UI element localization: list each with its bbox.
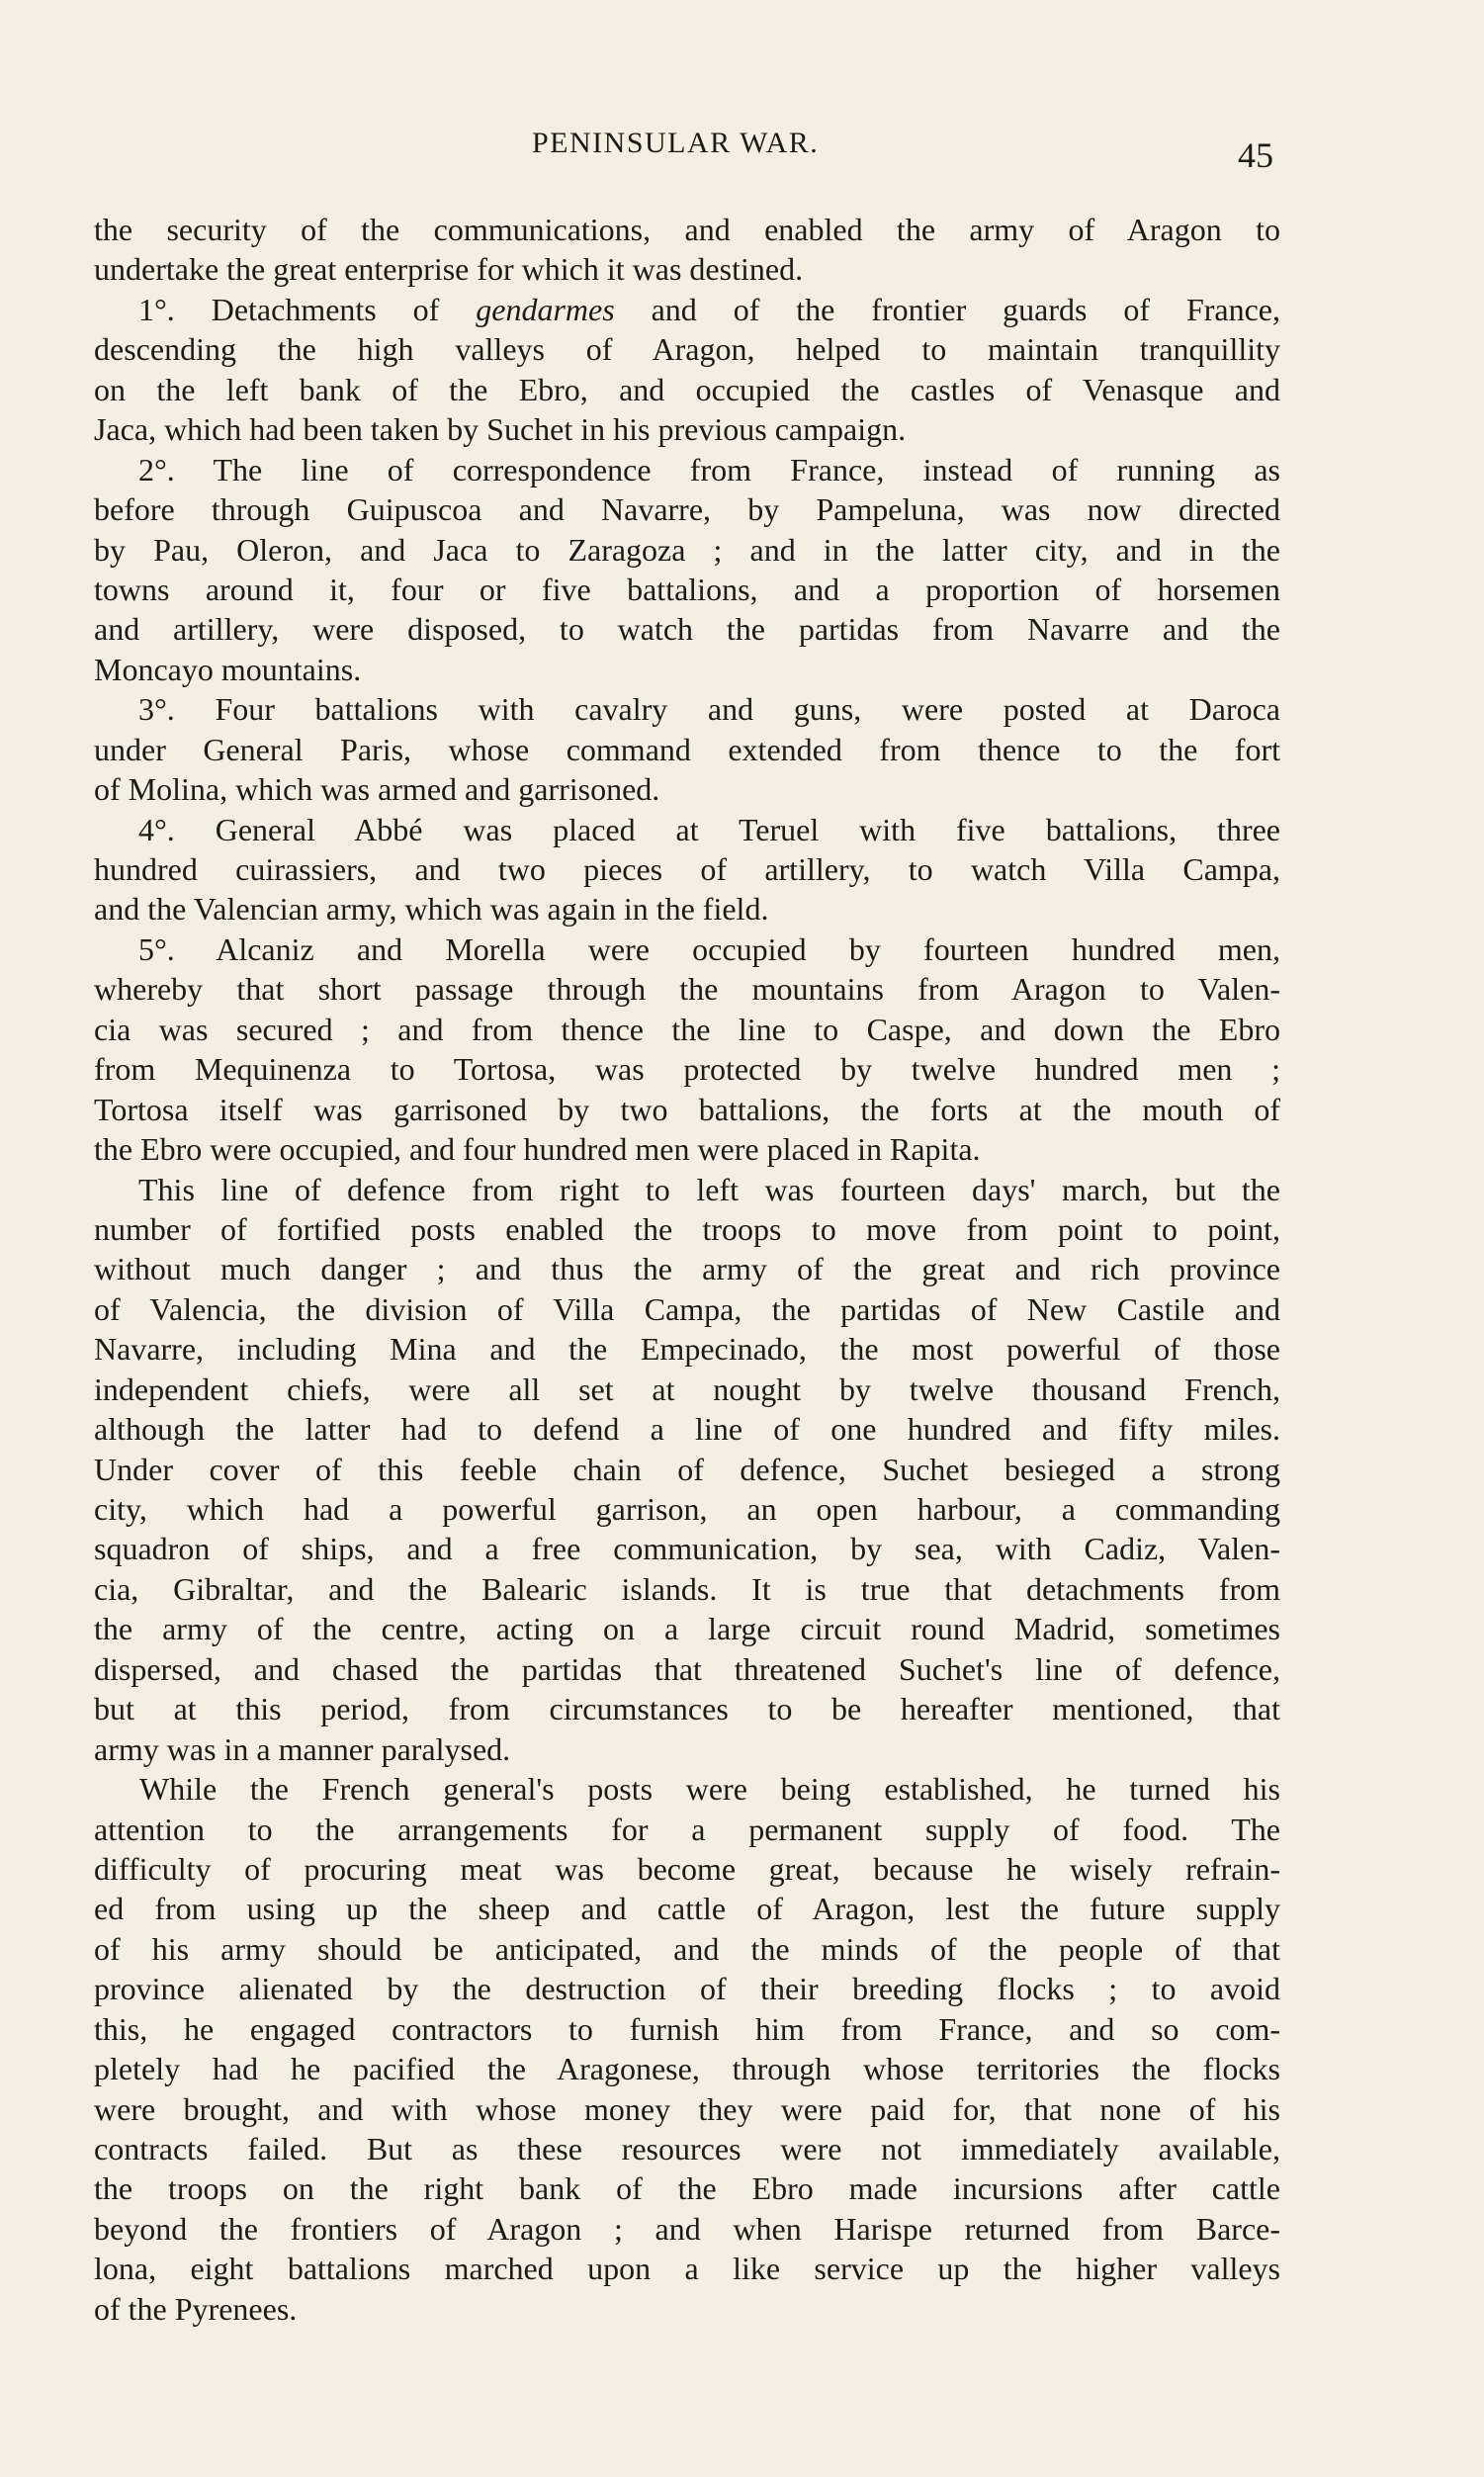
text-line: the Ebro were occupied, and four hundred men were placed in Rapita. bbox=[94, 1131, 981, 1168]
text-line: the security of the communications, and enabled the army of Aragon to bbox=[94, 212, 1280, 247]
text-line: of his army should be anticipated, and the minds of the people of that bbox=[94, 1930, 1280, 1967]
text-line: 3°. Four battalions with cavalry and guns, were posted at Daroca bbox=[138, 691, 1280, 728]
text-line: province alienated by the destruction of their breeding flocks ; to avoid bbox=[94, 1971, 1280, 2007]
text-line: on the left bank of the Ebro, and occupied the castles of Venasque and bbox=[94, 371, 1280, 407]
text-line: 4°. General Abbé was placed at Teruel with five battalions, three bbox=[138, 811, 1280, 847]
text-line: under General Paris, whose command extended from thence to the fort bbox=[94, 731, 1280, 767]
text-line: 5°. Alcaniz and Morella were occupied by fourteen hundred men, bbox=[138, 930, 1280, 967]
running-head: PENINSULAR WAR. bbox=[532, 127, 820, 159]
text-line: of Valencia, the division of Villa Campa, the partidas of New Castile and bbox=[94, 1290, 1280, 1327]
text-line: and artillery, were disposed, to watch the partidas from Navarre and the bbox=[94, 611, 1280, 648]
text-line: cia was secured ; and from thence the line to Caspe, and down the Ebro bbox=[94, 1011, 1280, 1047]
text-line: Jaca, which had been taken by Suchet in his previous campaign. bbox=[94, 411, 907, 448]
text-line: and the Valencian army, which was again in the field. bbox=[94, 891, 769, 928]
text-line: by Pau, Oleron, and Jaca to Zaragoza ; and in the latter city, and in the bbox=[94, 531, 1280, 568]
italic-term: gendarmes bbox=[476, 291, 615, 327]
text-line: squadron of ships, and a free communication, by sea, with Cadiz, Valen- bbox=[94, 1531, 1280, 1567]
page-number: 45 bbox=[1238, 135, 1273, 175]
text-line: from Mequinenza to Tortosa, was protected by twelve hundred men ; bbox=[94, 1051, 1280, 1088]
text-line: This line of defence from right to left was fourteen days' march, but the bbox=[138, 1171, 1280, 1207]
text-line: the troops on the right bank of the Ebro made incursions after cattle bbox=[94, 2170, 1280, 2207]
text-line: 1°. Detachments of gendarmes and of the frontier guards of France, bbox=[138, 291, 1280, 327]
text-line: number of fortified posts enabled the troops to move from point to point, bbox=[94, 1210, 1280, 1247]
text-line: this, he engaged contractors to furnish him from France, and so com- bbox=[94, 2010, 1280, 2047]
text-line: contracts failed. But as these resources were not immediately available, bbox=[94, 2131, 1280, 2167]
text-line: city, which had a powerful garrison, an open harbour, a commanding bbox=[94, 1491, 1280, 1527]
text-line: 2°. The line of correspondence from France, instead of running as bbox=[138, 451, 1280, 487]
text-line: Moncayo mountains. bbox=[94, 651, 362, 687]
text-line: beyond the frontiers of Aragon ; and when Harispe returned from Barce- bbox=[94, 2210, 1280, 2247]
text-line: lona, eight battalions marched upon a like service up the higher valleys bbox=[94, 2251, 1280, 2287]
text-line: whereby that short passage through the mountains from Aragon to Valen- bbox=[94, 971, 1280, 1008]
text-line: of the Pyrenees. bbox=[94, 2290, 298, 2327]
text-line: without much danger ; and thus the army of the great and rich province bbox=[94, 1251, 1280, 1287]
text-line: but at this period, from circumstances to be hereafter mentioned, that bbox=[94, 1691, 1280, 1727]
text-line: ed from using up the sheep and cattle of Aragon, lest the future supply bbox=[94, 1891, 1280, 1927]
text-line: hundred cuirassiers, and two pieces of artillery, to watch Villa Campa, bbox=[94, 851, 1280, 887]
text-line: undertake the great enterprise for which it was destined. bbox=[94, 251, 804, 288]
text-line: cia, Gibraltar, and the Balearic islands. It is true that detachments from bbox=[94, 1570, 1280, 1607]
text-line: dispersed, and chased the partidas that threatened Suchet's line of defence, bbox=[94, 1650, 1280, 1687]
text-line: the army of the centre, acting on a large circuit round Madrid, sometimes bbox=[94, 1611, 1280, 1647]
text-line: were brought, and with whose money they were paid for, that none of his bbox=[94, 2090, 1280, 2127]
text-line: although the latter had to defend a line of one hundred and fifty miles. bbox=[94, 1411, 1280, 1448]
body-text bbox=[94, 210, 1280, 2329]
text-line: attention to the arrangements for a permanent supply of food. The bbox=[94, 1811, 1280, 1847]
text-line: While the French general's posts were being established, he turned his bbox=[139, 1771, 1280, 1808]
text-line: towns around it, four or five battalions, and a proportion of horsemen bbox=[94, 571, 1280, 607]
text-line: pletely had he pacified the Aragonese, through whose territories the flocks bbox=[94, 2051, 1280, 2087]
text-line: Under cover of this feeble chain of defence, Suchet besieged a strong bbox=[94, 1451, 1280, 1487]
text-line: independent chiefs, were all set at nought by twelve thousand French, bbox=[94, 1371, 1280, 1407]
text-line: Navarre, including Mina and the Empecinado, the most powerful of those bbox=[94, 1331, 1280, 1368]
text-line: Tortosa itself was garrisoned by two battalions, the forts at the mouth of bbox=[94, 1091, 1280, 1127]
text-line: difficulty of procuring meat was become great, because he wisely refrain- bbox=[94, 1850, 1280, 1887]
text-line: army was in a manner paralysed. bbox=[94, 1730, 511, 1767]
text-line: of Molina, which was armed and garrisoned. bbox=[94, 771, 660, 808]
text-line: descending the high valleys of Aragon, helped to maintain tranquillity bbox=[94, 331, 1280, 368]
text-line: before through Guipuscoa and Navarre, by Pampeluna, was now directed bbox=[94, 491, 1280, 528]
